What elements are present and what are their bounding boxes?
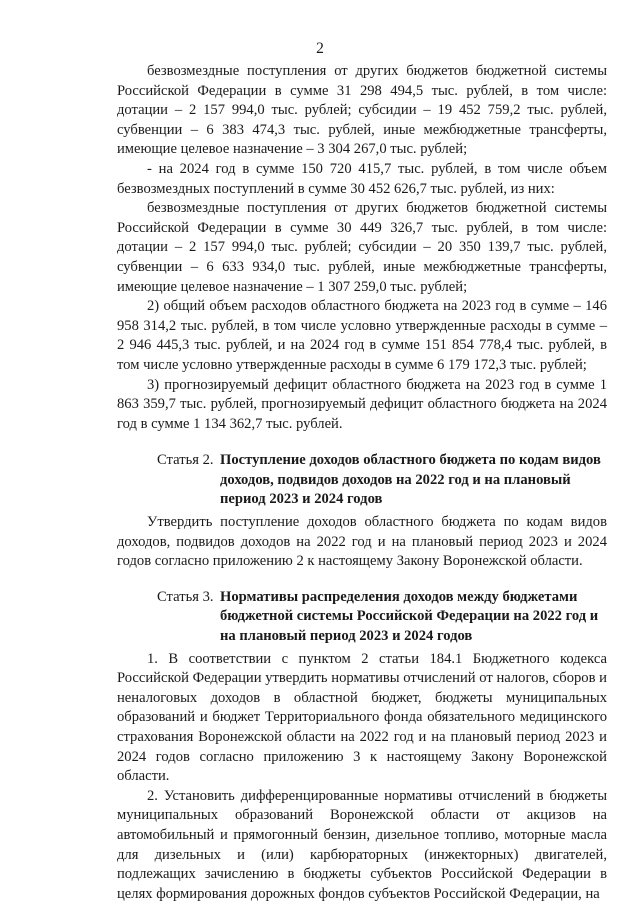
article-2-heading bbox=[117, 451, 607, 510]
article-3-paragraph-1: 1. В соответствии с пунктом 2 статьи 184.1 Бюджетного кодекса Российской Федерации утвердить нормативы отчислений от налогов, сборов и неналоговых доходов в областной бюджет, бюджеты муниципальных образований и бюджет Территориального фонда обязательного медицинского страхования Воронежской области на 2022 год и на плановый период 2023 и 2024 годов согласно приложению 3 к настоящему Закону Воронежской области. bbox=[117, 650, 607, 785]
page-number: 2 bbox=[316, 40, 324, 57]
paragraph-income-2024: - на 2024 год в сумме 150 720 415,7 тыс. рублей, в том числе объем безвозмездных поступлений в сумме 30 452 626,7 тыс. рублей, из них: bbox=[117, 160, 607, 197]
paragraph-deficit: 3) прогнозируемый дефицит областного бюджета на 2023 год в сумме 1 863 359,7 тыс. рублей, прогнозируемый дефицит областного бюджета на 2024 год в сумме 1 134 362,7 тыс. рублей. bbox=[117, 376, 607, 432]
article-2-label: Статья 2. bbox=[157, 452, 214, 469]
paragraph-expenses: 2) общий объем расходов областного бюджета на 2023 год в сумме – 146 958 314,2 тыс. рублей, в том числе условно утвержденные расходы в сумме – 2 946 445,3 тыс. рублей, и на 2024 год в сумме 151 854 778,4 тыс. рублей, в том числе условно утвержденные расходы в сумме 6 179 172,3 тыс. рублей; bbox=[117, 298, 607, 373]
paragraph-transfers-2024: безвозмездные поступления от других бюджетов бюджетной системы Российской Федерации в сумме 30 449 326,7 тыс. рублей, в том числе: дотации – 2 157 994,0 тыс. рублей; субсидии – 20 350 139,7 тыс. рублей, субвенции – 6 633 934,0 тыс. рублей, иные межбюджетные трансферты, имеющие целевое назначение – 1 307 259,0 тыс. рублей; bbox=[117, 200, 607, 295]
article-2-title: Поступление доходов областного бюджета по кодам видов доходов, подвидов доходов на 2022 год и на плановый период 2023 и 2024 годов bbox=[220, 452, 601, 508]
paragraph-transfers-2023: безвозмездные поступления от других бюджетов бюджетной системы Российской Федерации в сумме 31 298 494,5 тыс. рублей, в том числе: дотации – 2 157 994,0 тыс. рублей; субсидии – 19 452 759,2 тыс. рублей, субвенции – 6 383 474,3 тыс. рублей, иные межбюджетные трансферты, имеющие целевое назначение – 3 304 267,0 тыс. рублей; bbox=[117, 63, 607, 158]
article-2-text: Утвердить поступление доходов областного бюджета по кодам видов доходов, подвидов доходов на 2022 год и на плановый период 2023 и 2024 годов согласно приложению 2 к настоящему Закону Воронежской области. bbox=[117, 514, 607, 570]
article-3-heading bbox=[117, 588, 607, 647]
document-body bbox=[117, 62, 607, 904]
article-3-label: Статья 3. bbox=[157, 588, 214, 605]
article-3-title: Нормативы распределения доходов между бюджетами бюджетной системы Российской Федерации на 2022 год и на плановый период 2023 и 2024 годов bbox=[220, 588, 599, 645]
article-3-paragraph-2: 2. Установить дифференцированные нормативы отчислений в бюджеты муниципальных образований Воронежской области от акцизов на автомобильный и прямогонный бензин, дизельное топливо, моторные масла для дизельных и (или) карбюраторных (инжекторных) двигателей, подлежащих зачислению в бюджеты субъектов Российской Федерации в целях формирования дорожных фондов субъектов Российской Федерации, на bbox=[117, 787, 607, 902]
